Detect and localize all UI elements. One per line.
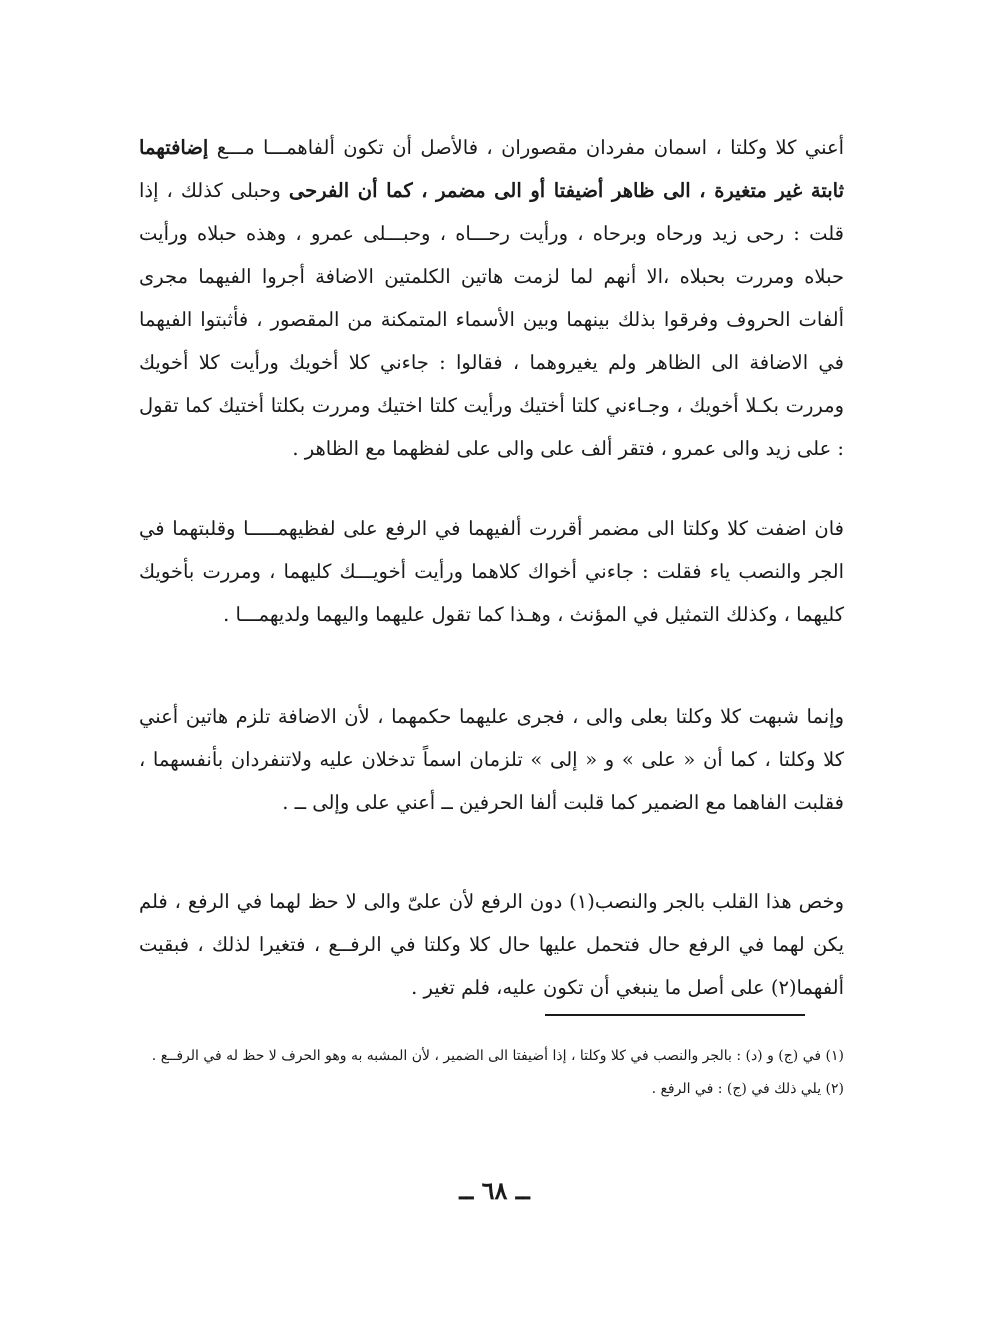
text-line: أعني كلا وكلتا ، اسمان مفردان مقصوران ، فالأصل أن تكون ألفاهمـــا مـــع [216,136,845,159]
text-line: ولاتنفردان بأنفسهما ، فقلبت الفاهما مع الضمير كما قلبت ألفا الحرفين ــ أعني [139,748,844,814]
footnote-1: (١) في (ج) و (د) : بالجر والنصب في كلا وكلتا ، إذا أضيفتا الى الضمير ، لأن المشبه به وهو الحرف لا حظ له في الرفــع . [151,1048,844,1064]
text-line: وحبلى كذلك ، إذا قلت : رحى زيد ورحاه وبرحاه ، ورأيت رحـــاه ، وحبـــلى [139,179,845,245]
text-line: وإنما شبهت كلا وكلتا بعلى والى ، فجرى عليهما حكمهما ، لأن الاضافة تلزم [235,705,844,728]
footnote-separator [545,1014,805,1016]
text-line: عليهما واليهما ولديهمـــا . [223,603,426,626]
page-number: ــ ٦٨ ــ [459,1176,530,1205]
footnotes [139,1042,844,1108]
text-line: عمرو ، فتقر ألف على والى على لفظهما مع الظاهر . [292,437,717,460]
text-line: في الرفع ، فلم يكن لهما في الرفع حال فتحمل عليها حال كلا وكلتا في الرفــع ، [139,890,844,956]
text-line: فان اضفت كلا وكلتا الى مضمر أقررت ألفيهما في الرفع على لفظيهمـــــا [243,517,844,540]
text-line: فقالوا : جاءني كلا أخويك ورأيت كلا أخويك ومررت بكـلا أخويك ، وجـاءني [139,351,844,417]
paragraph-4 [139,880,844,1009]
text-line: إضافتهما ثابتة غير متغيرة ، الى ظاهر أضيفتا أو الى مضمر ، كما أن الفرحى [139,136,844,202]
text-line: وقلبتهما في الجر والنصب ياء فقلت : جاءني أخواك كلاهما ورأيت أخويـــك [139,517,845,583]
text-line: كلتا أختيك ورأيت كلتا اختيك ومررت بكلتا أختيك كما تقول : على زيد والى [139,394,844,460]
text-line: كليهما ، ومررت بأخويك كليهما ، وكذلك التمثيل في المؤنث ، وهـذا كما تقول [139,560,844,626]
text-line: المتمكنة من المقصور ، فأثبتوا الفيهما في الاضافة الى الظاهر ولم يغيروهما ، [139,308,845,374]
text-line: هاتين أعني كلا وكلتا ، كما أن « على » و « إلى » تلزمان اسماً تدخلان عليه [139,705,844,771]
text-line: على وإلى ــ . [282,791,390,814]
text-line: وخص هذا القلب بالجر والنصب(١) دون الرفع لأن علىّ والى لا حظ لهما [269,890,844,913]
paragraph-3 [139,695,844,824]
footnote-2: (٢) يلي ذلك في (ج) : في الرفع . [651,1081,844,1097]
text-line: عمرو ، وهذه حبلاه ورأيت حبلاه ومررت بحبلاه ،الا أنهم لما لزمت هاتين الكلمتين [139,222,845,288]
paragraph-2 [139,507,844,636]
text-line: فتغيرا لذلك ، فبقيت ألفهما(٢) على أصل ما ينبغي أن تكون عليه، فلم تغير . [139,933,844,999]
paragraph-1 [139,126,844,470]
text-line: الاضافة أجروا الفيهما مجرى ألفات الحروف وفرقوا بذلك بينهما وبين الأسماء [139,265,844,331]
